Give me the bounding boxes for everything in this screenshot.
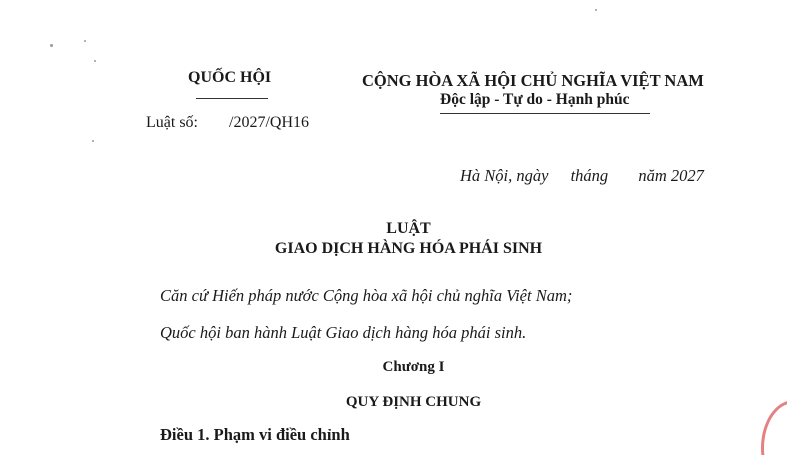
place-date-year: năm 2027	[638, 166, 704, 185]
agency-name: QUỐC HỘI	[188, 69, 272, 86]
article-heading: Điều 1. Phạm vi điều chỉnh	[160, 425, 350, 444]
chapter-title: QUY ĐỊNH CHUNG	[345, 394, 482, 410]
place-date-month: tháng	[570, 166, 609, 185]
scan-speck	[595, 9, 597, 11]
law-title: GIAO DỊCH HÀNG HÓA PHÁI SINH	[274, 240, 543, 257]
scan-speck	[94, 60, 96, 62]
place-date-place: Hà Nội, ngày	[460, 166, 549, 185]
national-motto: Độc lập - Tự do - Hạnh phúc	[440, 91, 630, 108]
law-number-value: /2027/QH16	[229, 114, 309, 131]
preamble-line: Quốc hội ban hành Luật Giao dịch hàng hóa phái sinh.	[160, 323, 527, 342]
motto-underline	[440, 113, 650, 114]
agency-underline	[196, 98, 268, 99]
scan-speck	[92, 140, 94, 142]
scan-speck	[84, 40, 86, 42]
document-type-title: LUẬT	[386, 220, 431, 237]
chapter-number: Chương I	[382, 359, 445, 375]
preamble-line: Căn cứ Hiến pháp nước Cộng hòa xã hội chủ nghĩa Việt Nam;	[160, 286, 573, 305]
national-title: CỘNG HÒA XÃ HỘI CHỦ NGHĨA VIỆT NAM	[362, 71, 704, 90]
law-number-label: Luật số:	[146, 114, 198, 131]
scan-speck	[50, 44, 53, 47]
place-date-line	[460, 166, 704, 186]
